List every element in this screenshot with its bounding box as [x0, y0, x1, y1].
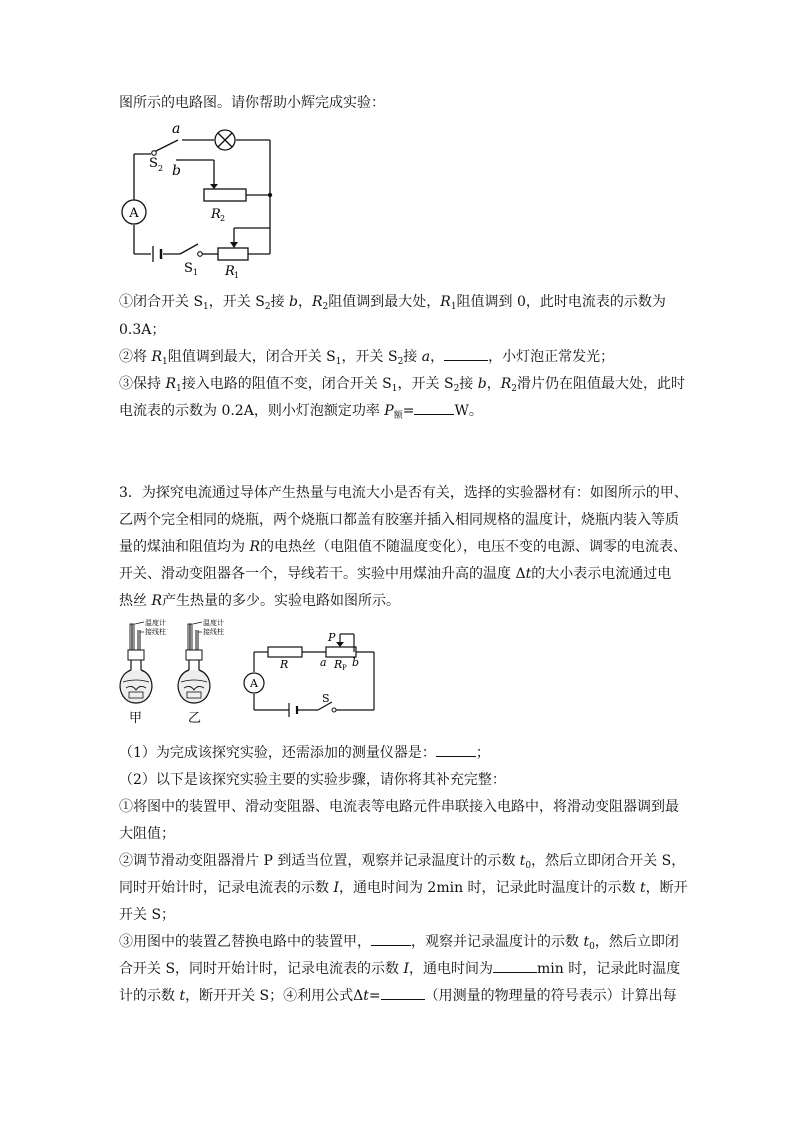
s3-line1: ③用图中的装置乙替换电路中的装置甲， ，观察并记录温度计的示数 $t_0$，然后立即闭 [119, 934, 679, 952]
terminal-label-yi: 接线柱 [203, 628, 224, 636]
part1-line: （1）为完成该探究实验，还需添加的测量仪器是： ； [119, 745, 490, 761]
q3-line2: 乙两个完全相同的烧瓶，两个烧瓶口都盖有胶塞并插入相同规格的温度计，烧瓶内装入等质 [119, 512, 679, 528]
q3-line3: 量的煤油和阻值均为 R的电热丝（电阻值不随温度变化），电压不变的电源、调零的电流表、 [119, 539, 687, 555]
step3-line2: 电流表的示数为 0.2A，则小灯泡额定功率 $P_额= W$。 [119, 403, 483, 421]
terminal-a-label: a [320, 656, 327, 669]
ammeter-label: A [129, 206, 139, 221]
flask-yi-label: 乙 [188, 711, 202, 726]
circuit-diagram-2 [244, 631, 374, 717]
circuit-diagram-1 [118, 118, 288, 280]
s1-line1: ①将图中的装置甲、滑动变阻器、电流表等电路元件串联接入电路中，将滑动变阻器调到最 [119, 799, 679, 815]
rheostat-label: R [334, 658, 343, 671]
q3-line4: 开关、滑动变阻器各一个，导线若干。实验中用煤油升高的温度 Δt的大小表示电流通过电 [119, 566, 672, 582]
flask-jia [120, 618, 166, 726]
intro-text: 图所示的电路图。请你帮助小辉完成实验： [119, 95, 385, 111]
s2-line3: 开关 S； [119, 907, 176, 923]
experiment-figure [118, 618, 378, 730]
contact-a-label: a [172, 121, 181, 137]
step2-line: ②将 $R_1$阻值调到最大，闭合开关 $S_1$，开关 $S_2$接 a， ，小灯泡正常发光； [119, 349, 615, 367]
switch-s1-sub: 1 [193, 268, 199, 277]
ammeter-label-2: A [250, 677, 258, 690]
step1-line1: ①闭合开关 $S_1$，开关 $S_2$接 b，$R_2$阻值调到最大处，$R_1$阻值调到 0，此时电流表的示数为 [119, 294, 666, 312]
contact-b-label: b [172, 163, 181, 179]
answer-blank-6[interactable] [381, 987, 425, 1000]
answer-blank-4[interactable] [371, 933, 411, 946]
answer-blank-5[interactable] [493, 960, 537, 973]
q3-line5: 热丝 R产生热量的多少。实验电路如图所示。 [119, 593, 400, 609]
resistor-r-label: R [280, 658, 289, 671]
thermometer-label-yi: 温度计 [203, 619, 224, 627]
answer-blank-3[interactable] [436, 744, 476, 757]
resistor-r1-sub: 1 [234, 271, 240, 280]
resistor-r1-label: R [225, 264, 235, 279]
part2-line: （2）以下是该探究实验主要的实验步骤，请你将其补充完整： [119, 772, 506, 788]
q3-line1: 3．为探究电流通过导体产生热量与电流大小是否有关，选择的实验器材有：如图所示的甲、 [119, 485, 688, 501]
resistor-r2-sub: 2 [220, 214, 226, 223]
thermometer-label-jia: 温度计 [145, 619, 166, 627]
s2-line2: 同时开始计时，记录电流表的示数 I，通电时间为 2min 时，记录此时温度计的示数 t，断开 [119, 880, 688, 896]
answer-blank-2[interactable] [414, 402, 454, 415]
rheostat-sub: P [342, 664, 347, 672]
s3-line2: 合开关 S，同时开始计时，记录电流表的示数 I，通电时间为 min 时，记录此时温度 [119, 961, 681, 977]
s3-line3: 计的示数 t，断开开关 S；④利用公式Δt= （用测量的物理量的符号表示）计算出每 [119, 988, 677, 1004]
switch-s-label: S [322, 692, 330, 705]
s1-line2: 大阻值； [119, 826, 175, 842]
flask-yi [178, 618, 224, 726]
s2-line1: ②调节滑动变阻器滑片 P 到适当位置，观察并记录温度计的示数 $t_0$，然后立即闭合开关 S， [119, 853, 686, 871]
step1-line2: 0.3A； [119, 322, 166, 338]
answer-blank-1[interactable] [444, 348, 488, 361]
slider-p-label: P [328, 631, 336, 644]
terminal-b-label: b [352, 656, 360, 669]
switch-s2-label: S [149, 156, 158, 171]
step3-line1: ③保持 $R_1$接入电路的阻值不变，闭合开关 $S_1$，开关 $S_2$接 b，$R_2$滑片仍在阻值最大处，此时 [119, 376, 685, 394]
switch-s2-sub: 2 [158, 164, 164, 173]
terminal-label-jia: 接线柱 [145, 628, 166, 636]
resistor-r2-label: R [211, 207, 221, 222]
switch-s1-label: S [184, 261, 193, 276]
flask-jia-label: 甲 [129, 711, 143, 726]
